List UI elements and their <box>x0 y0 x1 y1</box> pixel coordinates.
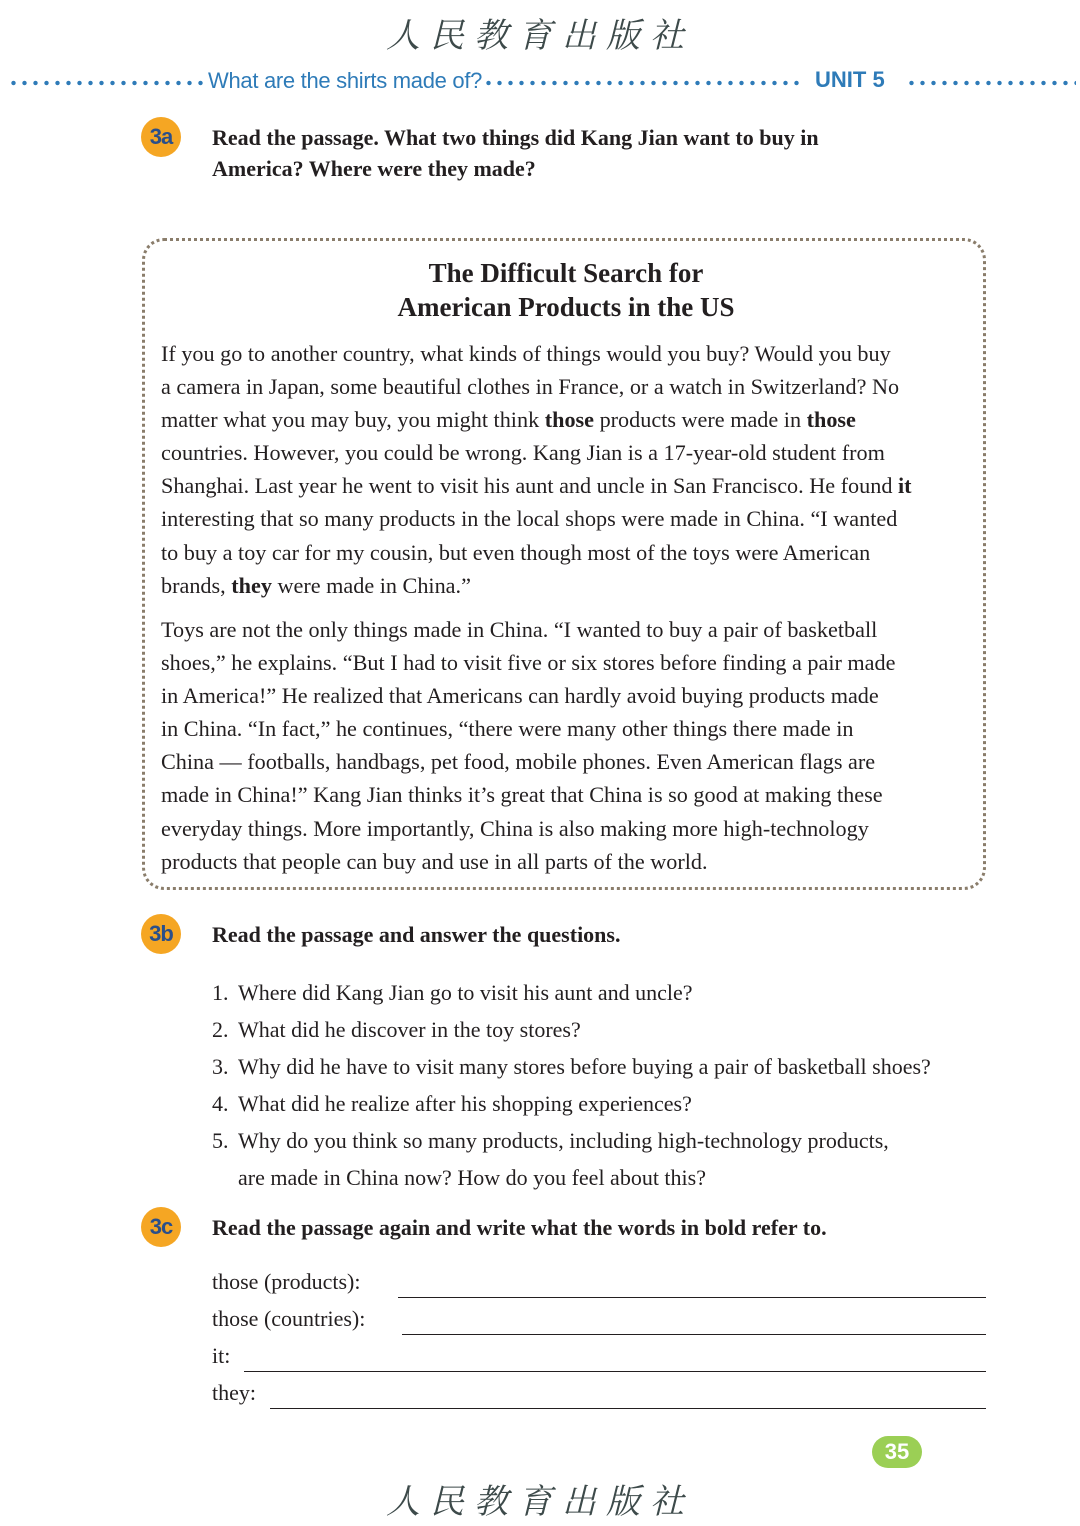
badge-3a: 3a <box>141 117 181 157</box>
fill-label: it: <box>212 1343 231 1368</box>
instruction-3c: Read the passage again and write what the words in bold refer to. <box>212 1215 827 1240</box>
question-item <box>212 1048 1002 1085</box>
question-item <box>212 974 1002 1011</box>
question-text: Why do you think so many products, including high-technology products, <box>238 1128 889 1153</box>
question-number: 4. <box>212 1091 229 1116</box>
question-number: 5. <box>212 1128 229 1153</box>
badge-3b: 3b <box>141 914 181 954</box>
publisher-logo-top: 人民教育出版社 <box>386 16 694 56</box>
badge-3c: 3c <box>141 1207 181 1247</box>
instruction-3a-line1: Read the passage. What two things did Kang Jian want to buy in <box>212 125 819 150</box>
passage-title-line2: American Products in the US <box>397 292 735 322</box>
text-line: If you go to another country, what kinds of things would you buy? Would you buy <box>161 341 891 366</box>
text-line: countries. However, you could be wrong. Kang Jian is a 17-year-old student from <box>161 440 885 466</box>
question-item <box>212 1085 1002 1122</box>
question-text: Why did he have to visit many stores before buying a pair of basketball shoes? <box>238 1054 931 1079</box>
bold-word-those-products: those <box>544 407 595 433</box>
instruction-3a-line2: America? Where were they made? <box>212 156 536 181</box>
header-dots-left <box>8 80 204 86</box>
header-dots-middle <box>483 80 805 86</box>
header-dots-right <box>906 80 1076 86</box>
question-number: 3. <box>212 1054 229 1079</box>
instruction-3a <box>212 122 819 184</box>
header-unit: UNIT 5 <box>815 67 885 92</box>
text-line: Toys are not the only things made in China. “I wanted to buy a pair of basketball <box>161 617 878 642</box>
bold-word-those-countries: those <box>806 407 856 433</box>
question-text: What did he discover in the toy stores? <box>238 1017 581 1042</box>
passage-paragraph-1 <box>161 337 961 602</box>
question-number: 2. <box>212 1017 229 1042</box>
question-number: 1. <box>212 980 229 1005</box>
fill-label: those (countries): <box>212 1306 366 1331</box>
answer-line[interactable] <box>270 1408 986 1409</box>
question-list <box>212 974 1002 1196</box>
text-line: products that people can buy and use in all parts of the world. <box>161 848 708 874</box>
text-line: interesting that so many products in the local shops were made in China. “I wanted <box>161 506 898 532</box>
publisher-logo-bottom: 人民教育出版社 <box>386 1482 694 1522</box>
passage-title <box>142 256 990 324</box>
bold-word-they: they <box>231 572 272 598</box>
fill-label: they: <box>212 1380 256 1405</box>
text-run: matter what you may buy, you might think <box>161 407 545 433</box>
question-item <box>212 1122 1002 1196</box>
text-run: were made in China.” <box>271 572 471 598</box>
question-text-continued: are made in China now? How do you feel about this? <box>238 1165 706 1190</box>
text-line: a camera in Japan, some beautiful clothes in France, or a watch in Switzerland? No <box>161 374 900 400</box>
question-item <box>212 1011 1002 1048</box>
question-text: Where did Kang Jian go to visit his aunt and uncle? <box>238 980 693 1005</box>
text-line: everyday things. More importantly, China is also making more high-technology <box>161 815 869 841</box>
question-text: What did he realize after his shopping experiences? <box>238 1091 692 1116</box>
text-line: in China. “In fact,” he continues, “there were many other things there made in <box>161 716 854 742</box>
text-line <box>161 469 961 502</box>
running-header <box>0 64 1080 100</box>
text-line: in America!” He realized that Americans can hardly avoid buying products made <box>161 683 879 709</box>
text-line: made in China!” Kang Jian thinks it’s great that China is so good at making these <box>161 782 883 808</box>
instruction-3b: Read the passage and answer the questions. <box>212 922 621 947</box>
bold-word-it: it <box>897 473 912 499</box>
fill-label: those (products): <box>212 1269 361 1294</box>
answer-line[interactable] <box>402 1334 986 1335</box>
text-run: products were made in <box>594 407 807 433</box>
answer-line[interactable] <box>398 1297 986 1298</box>
passage-paragraph-2 <box>161 613 961 878</box>
header-title: What are the shirts made of? <box>208 68 483 93</box>
text-line <box>161 403 961 436</box>
text-run: Shanghai. Last year he went to visit his aunt and uncle in San Francisco. He found <box>161 473 898 499</box>
page-number: 35 <box>872 1436 922 1468</box>
text-line: to buy a toy car for my cousin, but even though most of the toys were American <box>161 539 871 565</box>
passage-title-line1: The Difficult Search for <box>428 258 704 288</box>
text-run: brands, <box>161 572 232 598</box>
text-line: shoes,” he explains. “But I had to visit five or six stores before finding a pair made <box>161 650 896 676</box>
answer-line[interactable] <box>244 1371 986 1372</box>
text-line <box>161 569 961 602</box>
text-line: China — footballs, handbags, pet food, mobile phones. Even American flags are <box>161 749 876 775</box>
